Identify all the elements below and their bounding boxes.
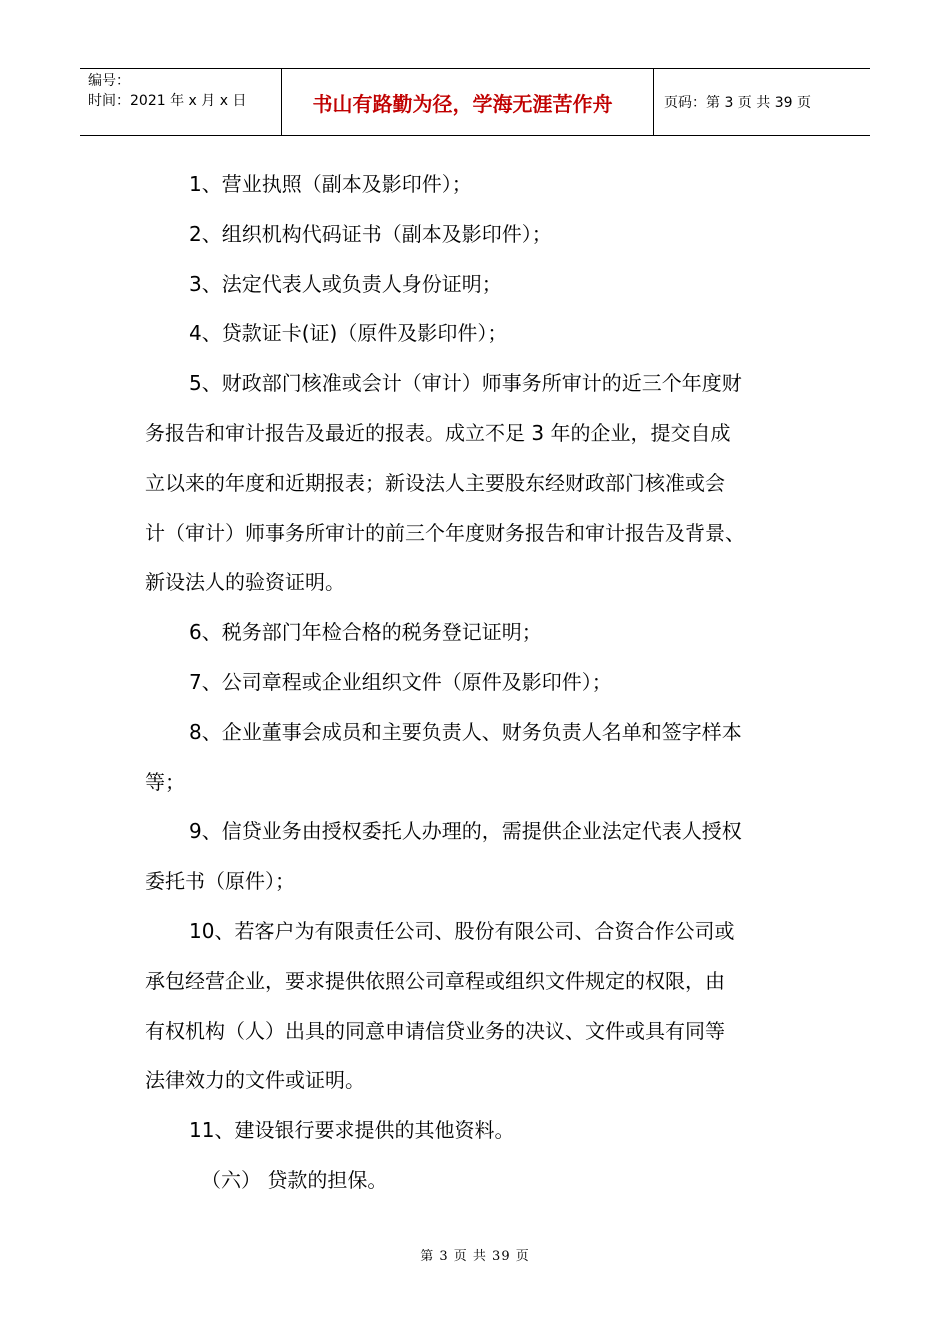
header-motto: 书山有路勤为径，学海无涯苦作舟 bbox=[282, 69, 654, 135]
list-item-9-line-1: 9、信贷业务由授权委托人办理的，需提供企业法定代表人授权 bbox=[189, 819, 742, 844]
section-heading-6: （六） 贷款的担保。 bbox=[201, 1167, 388, 1192]
list-item-6: 6、税务部门年检合格的税务登记证明； bbox=[189, 620, 542, 645]
list-item-2: 2、组织机构代码证书（副本及影印件）； bbox=[189, 221, 552, 246]
list-item-5-line-5: 新设法人的验资证明。 bbox=[145, 570, 345, 595]
header-page-info: 页码：第 3 页 共 39 页 bbox=[664, 95, 811, 111]
list-item-5-line-2: 务报告和审计报告及最近的报表。成立不足 3 年的企业，提交自成 bbox=[145, 420, 731, 445]
doc-time-label: 时间：2021 年 x 月 x 日 bbox=[88, 93, 247, 109]
list-item-8-line-2: 等； bbox=[145, 769, 185, 794]
list-item-5-line-1: 5、财政部门核准或会计（审计）师事务所审计的近三个年度财 bbox=[189, 371, 742, 396]
list-item-3: 3、法定代表人或负责人身份证明； bbox=[189, 271, 502, 296]
document-body bbox=[145, 160, 815, 1206]
page-footer: 第 3 页 共 39 页 bbox=[420, 1249, 530, 1264]
list-item-7: 7、公司章程或企业组织文件（原件及影印件）； bbox=[189, 669, 612, 694]
list-item-9-line-2: 委托书（原件）； bbox=[145, 869, 295, 894]
list-item-5-line-4: 计（审计）师事务所审计的前三个年度财务报告和审计报告及背景、 bbox=[145, 520, 745, 545]
list-item-5-line-3: 立以来的年度和近期报表；新设法人主要股东经财政部门核准或会 bbox=[145, 470, 725, 495]
list-item-11: 11、建设银行要求提供的其他资料。 bbox=[189, 1118, 515, 1143]
list-item-10-line-4: 法律效力的文件或证明。 bbox=[145, 1068, 365, 1093]
list-item-8-line-1: 8、企业董事会成员和主要负责人、财务负责人名单和签字样本 bbox=[189, 719, 742, 744]
page-header bbox=[80, 68, 870, 136]
list-item-10-line-1: 10、若客户为有限责任公司、股份有限公司、合资合作公司或 bbox=[189, 918, 735, 943]
list-item-10-line-2: 承包经营企业，要求提供依照公司章程或组织文件规定的权限，由 bbox=[145, 968, 725, 993]
doc-number-label: 编号： bbox=[88, 73, 130, 89]
list-item-10-line-3: 有权机构（人）出具的同意申请信贷业务的决议、文件或具有同等 bbox=[145, 1018, 725, 1043]
header-meta bbox=[80, 69, 282, 135]
list-item-1: 1、营业执照（副本及影印件）； bbox=[189, 172, 472, 196]
list-item-4: 4、贷款证卡(证)（原件及影印件）； bbox=[189, 321, 508, 346]
